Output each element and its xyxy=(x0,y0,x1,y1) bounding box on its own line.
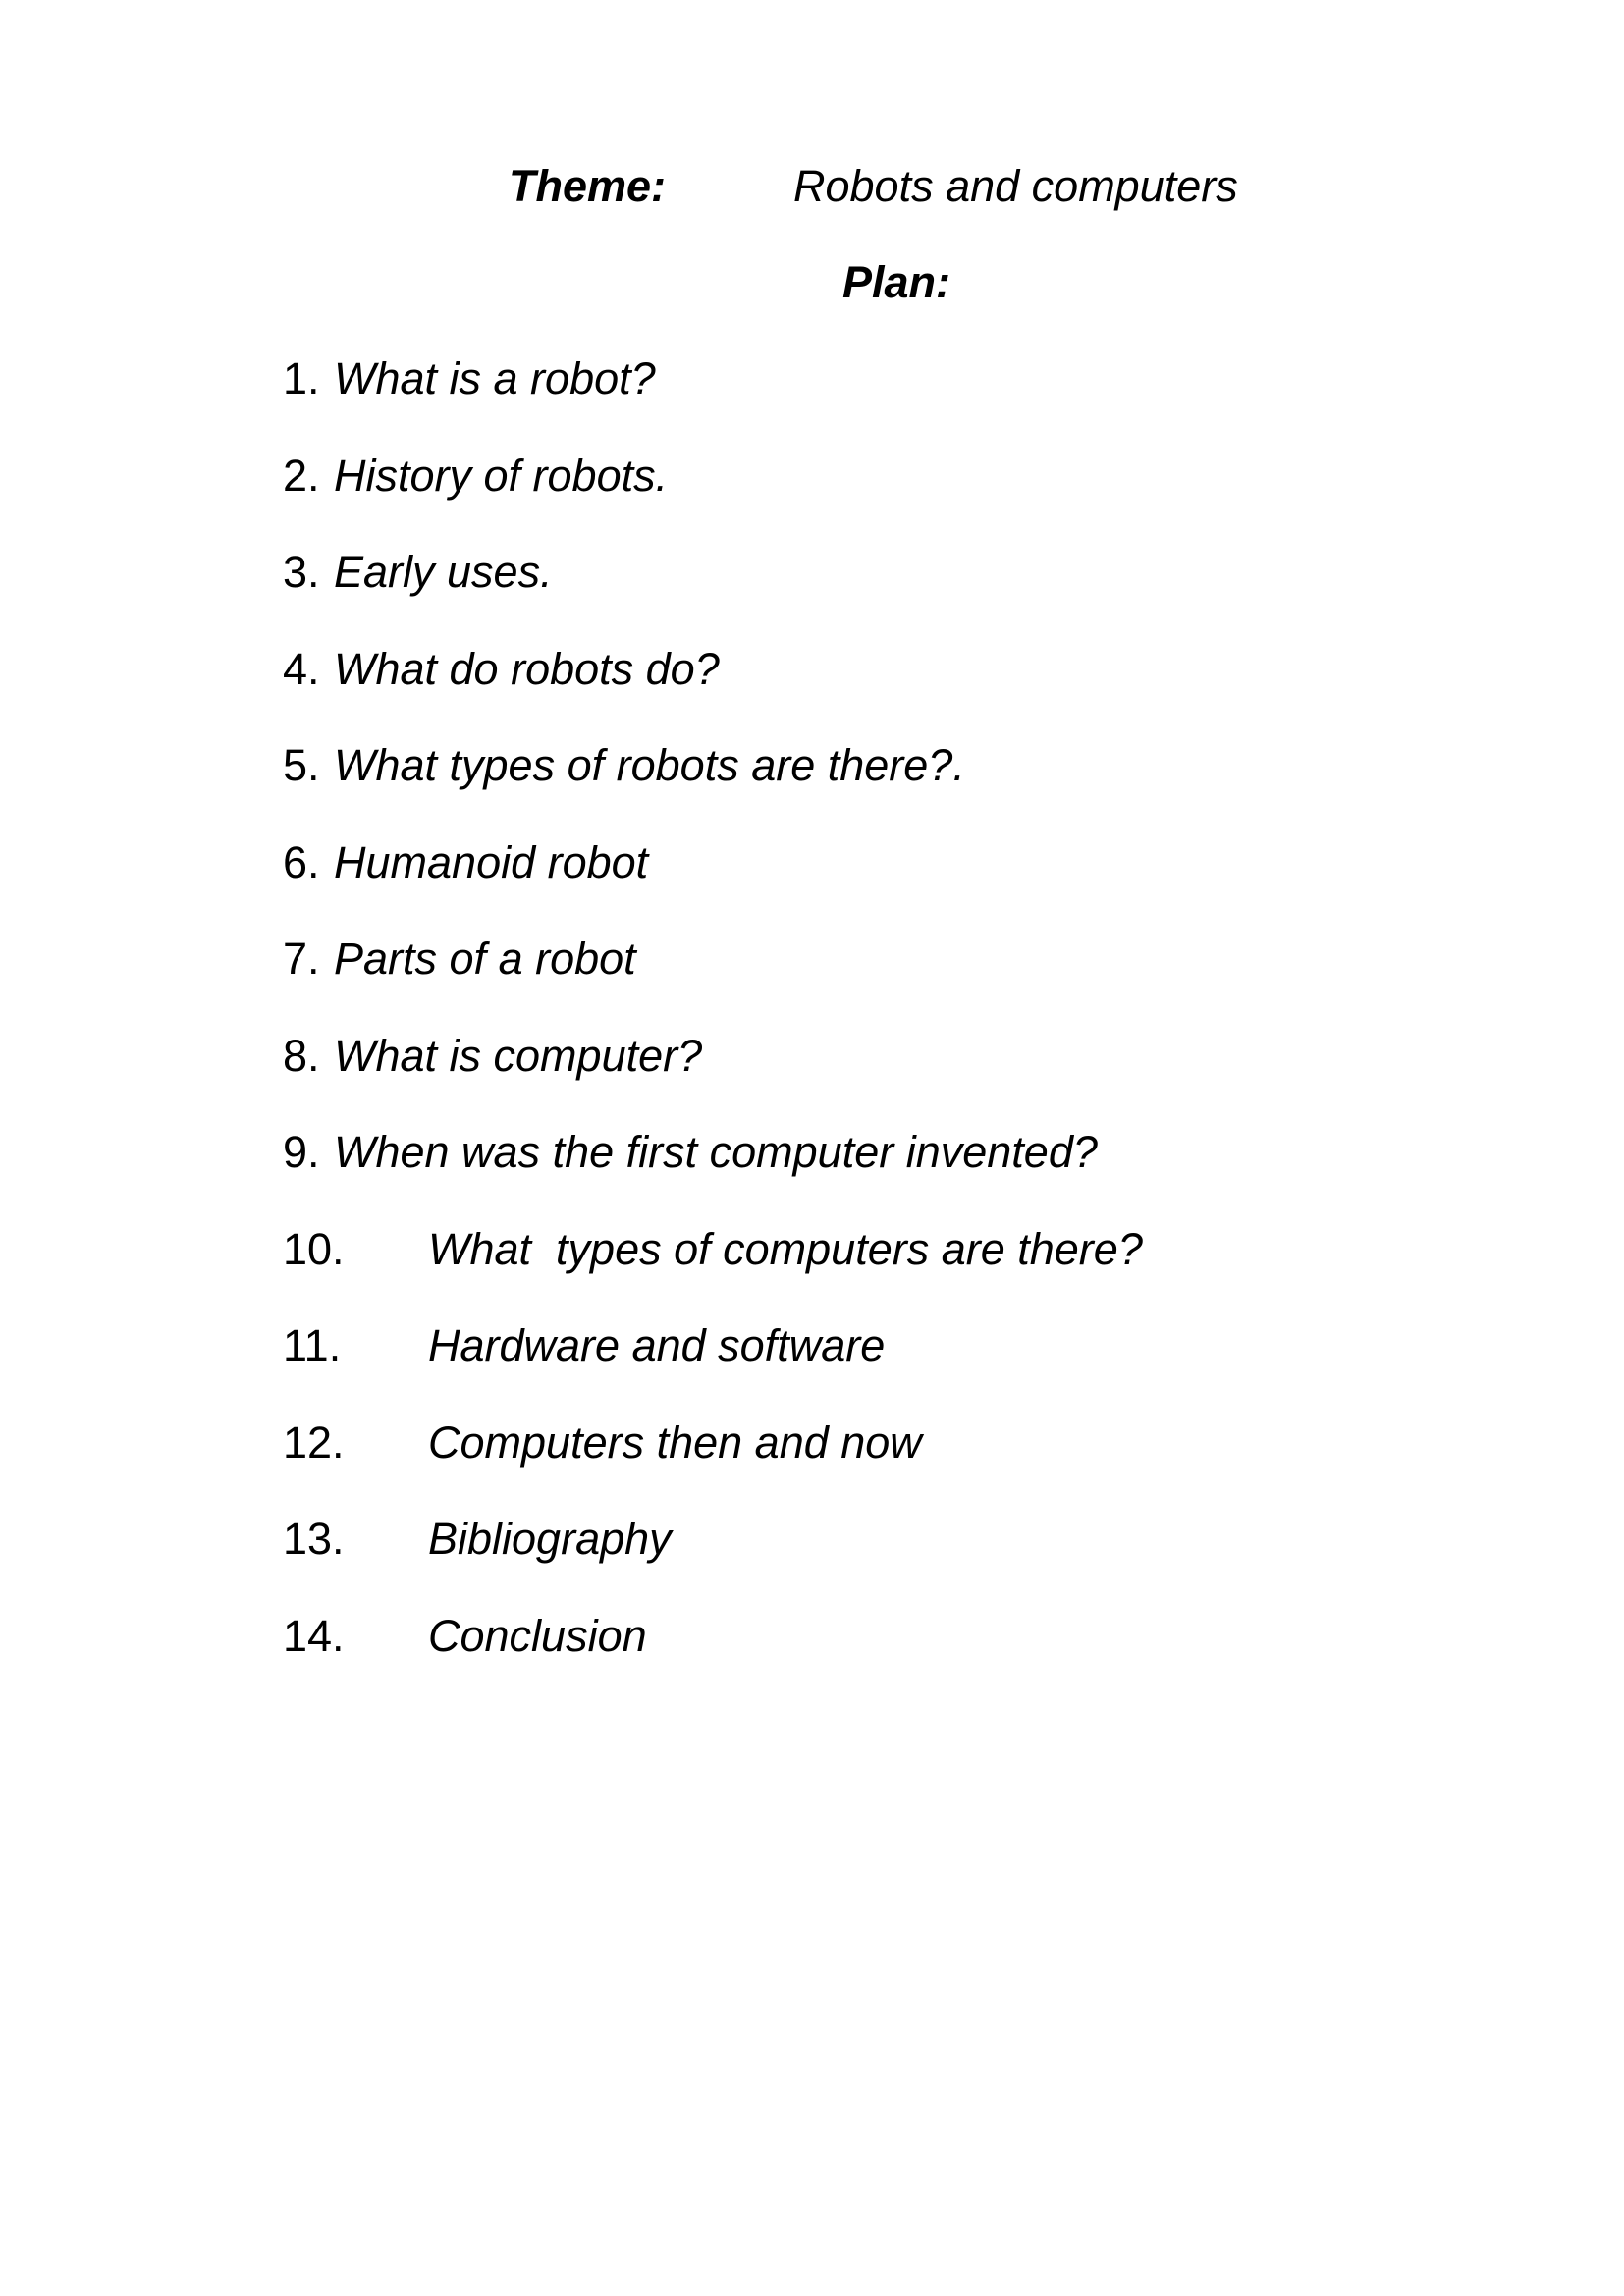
plan-item-number: 9. xyxy=(283,1127,320,1177)
plan-item-text: Early uses. xyxy=(334,547,553,597)
plan-item-12 xyxy=(283,1414,1143,1511)
plan-heading: Plan: xyxy=(841,257,951,307)
plan-item-number: 12. xyxy=(283,1416,345,1468)
plan-item-number: 11. xyxy=(283,1320,342,1370)
plan-item-7 xyxy=(283,930,1143,1027)
plan-item-number: 3. xyxy=(283,547,320,597)
plan-item-number: 4. xyxy=(283,643,320,694)
plan-item-1 xyxy=(283,349,1143,447)
plan-item-text: Humanoid robot xyxy=(334,836,649,887)
plan-item-number: 7. xyxy=(283,934,320,984)
theme-line xyxy=(0,157,1624,216)
plan-item-8 xyxy=(283,1027,1143,1124)
plan-item-text: Bibliography xyxy=(428,1514,672,1564)
plan-item-text: What do robots do? xyxy=(334,643,720,694)
plan-item-3 xyxy=(283,543,1143,640)
plan-item-text: What types of robots are there?. xyxy=(334,740,965,790)
plan-item-9 xyxy=(283,1123,1143,1220)
plan-item-10 xyxy=(283,1220,1143,1317)
plan-item-11 xyxy=(283,1316,1143,1414)
plan-item-number: 10. xyxy=(283,1223,345,1274)
plan-item-text: Parts of a robot xyxy=(334,934,636,984)
plan-item-number: 6. xyxy=(283,836,320,887)
plan-list xyxy=(283,349,1143,1703)
plan-item-number: 2. xyxy=(283,450,320,501)
plan-item-13 xyxy=(283,1510,1143,1607)
plan-item-4 xyxy=(283,640,1143,737)
plan-item-number: 8. xyxy=(283,1030,320,1081)
plan-item-14 xyxy=(283,1607,1143,1704)
theme-value: Robots and computers xyxy=(793,161,1238,211)
plan-item-text: What types of computers are there? xyxy=(428,1223,1143,1274)
plan-item-number: 13. xyxy=(283,1514,345,1564)
plan-item-5 xyxy=(283,736,1143,833)
plan-item-text: What is a robot? xyxy=(334,353,656,403)
plan-item-text: Conclusion xyxy=(428,1610,647,1661)
plan-item-text: Hardware and software xyxy=(428,1320,886,1370)
plan-item-2 xyxy=(283,447,1143,544)
plan-item-number: 5. xyxy=(283,740,320,790)
plan-item-6 xyxy=(283,833,1143,931)
plan-item-number: 1. xyxy=(283,353,320,403)
plan-item-text: When was the first computer invented? xyxy=(334,1127,1098,1177)
theme-label: Theme: xyxy=(509,161,667,211)
plan-item-text: History of robots. xyxy=(334,450,669,501)
plan-item-number: 14. xyxy=(283,1610,345,1661)
plan-item-text: Computers then and now xyxy=(428,1416,922,1468)
plan-item-text: What is computer? xyxy=(334,1030,703,1081)
